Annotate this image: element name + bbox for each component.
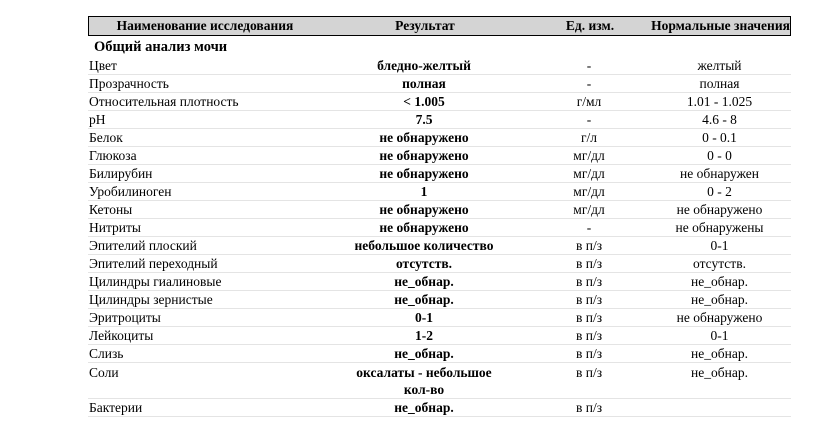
row-unit: в п/з: [575, 237, 603, 253]
row-unit: мг/дл: [573, 147, 605, 163]
row-test-name: Соли: [89, 365, 119, 380]
row-result: не_обнар.: [394, 291, 454, 307]
row-result: не обнаружено: [379, 219, 469, 235]
table-row: [88, 57, 791, 75]
table-row: [88, 111, 791, 129]
row-unit: в п/з: [575, 327, 603, 343]
row-unit: в п/з: [575, 365, 603, 380]
row-normal-value: 0 - 0: [707, 147, 732, 163]
row-result: полная: [402, 75, 446, 91]
row-result: 1-2: [415, 327, 433, 343]
row-result: не обнаружено: [379, 165, 469, 181]
row-result: 1: [420, 183, 428, 199]
row-unit: г/л: [580, 129, 598, 145]
row-result: не_обнар.: [394, 399, 454, 415]
row-test-name: Глюкоза: [89, 147, 137, 163]
row-normal-value: не обнаружены: [675, 219, 764, 235]
header-unit: Ед. изм.: [565, 18, 615, 33]
row-test-name: Бактерии: [89, 399, 143, 415]
row-test-name: pH: [89, 111, 106, 127]
table-row: [88, 219, 791, 237]
table-row: [88, 363, 791, 399]
row-result-line-2: кол-во: [403, 382, 445, 397]
table-row: [88, 399, 791, 417]
row-test-name: Цвет: [89, 57, 117, 73]
row-test-name: Белок: [89, 129, 123, 145]
table-row: [88, 309, 791, 327]
urinalysis-report: [88, 16, 791, 417]
row-normal-value: 4.6 - 8: [702, 111, 737, 127]
table-row: [88, 237, 791, 255]
row-normal-value: не обнаружено: [676, 309, 763, 325]
row-result: не_обнар.: [394, 273, 454, 289]
header-normal-values: Нормальные значения: [651, 18, 790, 33]
row-normal-value: 0-1: [710, 237, 729, 253]
row-test-name: Эпителий переходный: [89, 255, 218, 271]
row-normal-value: 1.01 - 1.025: [686, 93, 753, 109]
row-result: небольшое количество: [354, 237, 494, 253]
row-test-name: Нитриты: [89, 219, 141, 235]
row-normal-value: не_обнар.: [691, 365, 748, 380]
row-result: < 1.005: [403, 93, 445, 109]
row-unit: г/мл: [576, 93, 602, 109]
row-normal-value: 0 - 2: [707, 183, 732, 199]
row-normal-value: не_обнар.: [691, 291, 748, 307]
table-header: [88, 16, 791, 36]
row-unit: в п/з: [575, 309, 603, 325]
row-test-name: Эпителий плоский: [89, 237, 197, 253]
row-unit: в п/з: [575, 345, 603, 361]
row-unit: мг/дл: [573, 201, 605, 217]
row-test-name: Уробилиноген: [89, 183, 172, 199]
row-test-name: Лейкоциты: [89, 327, 154, 343]
table-row: [88, 327, 791, 345]
table-row: [88, 255, 791, 273]
row-normal-value: не обнаружено: [676, 201, 763, 217]
row-normal-value: желтый: [697, 57, 742, 73]
row-test-name: Кетоны: [89, 201, 133, 217]
row-test-name: Цилиндры гиалиновые: [89, 273, 222, 289]
row-normal-value: не_обнар.: [691, 345, 748, 361]
table-row: [88, 183, 791, 201]
row-unit: -: [586, 111, 592, 127]
row-result-line-1: оксалаты - небольшое: [356, 365, 492, 380]
row-unit: -: [586, 57, 592, 73]
table-row: [88, 273, 791, 291]
results-table-body: [88, 57, 791, 417]
row-normal-value: полная: [699, 75, 740, 91]
table-row: [88, 291, 791, 309]
row-result: не обнаружено: [379, 147, 469, 163]
row-unit: -: [586, 219, 592, 235]
row-test-name: Прозрачность: [89, 75, 169, 91]
table-row: [88, 93, 791, 111]
table-row: [88, 201, 791, 219]
row-unit: мг/дл: [573, 183, 605, 199]
table-row: [88, 129, 791, 147]
row-test-name: Билирубин: [89, 165, 153, 181]
row-unit: в п/з: [575, 255, 603, 271]
row-test-name: Цилиндры зернистые: [89, 291, 213, 307]
row-normal-value: отсутств.: [693, 255, 746, 271]
row-result: бледно-желтый: [377, 57, 471, 73]
row-unit: -: [586, 75, 592, 91]
row-unit: мг/дл: [573, 165, 605, 181]
row-result: 7.5: [415, 111, 433, 127]
table-row: [88, 75, 791, 93]
row-result: не обнаружено: [379, 129, 469, 145]
row-test-name: Относительная плотность: [89, 93, 239, 109]
table-row: [88, 345, 791, 363]
header-result: Результат: [395, 18, 455, 33]
row-normal-value: не обнаружен: [680, 165, 759, 181]
row-result: 0-1: [415, 309, 433, 325]
row-test-name: Эритроциты: [89, 309, 161, 325]
row-normal-value: не_обнар.: [691, 273, 748, 289]
section-title: Общий анализ мочи: [94, 39, 228, 55]
row-result: не обнаружено: [379, 201, 469, 217]
row-result: не_обнар.: [394, 345, 454, 361]
row-result: [318, 363, 530, 398]
row-normal-value: 0 - 0.1: [702, 129, 737, 145]
header-test-name: Наименование исследования: [116, 18, 294, 33]
row-unit: в п/з: [575, 291, 603, 307]
table-row: [88, 165, 791, 183]
row-result: отсутств.: [395, 255, 453, 271]
table-row: [88, 147, 791, 165]
row-unit: в п/з: [575, 399, 603, 415]
row-unit: в п/з: [575, 273, 603, 289]
row-test-name: Слизь: [89, 345, 124, 361]
row-normal-value: 0-1: [710, 327, 729, 343]
